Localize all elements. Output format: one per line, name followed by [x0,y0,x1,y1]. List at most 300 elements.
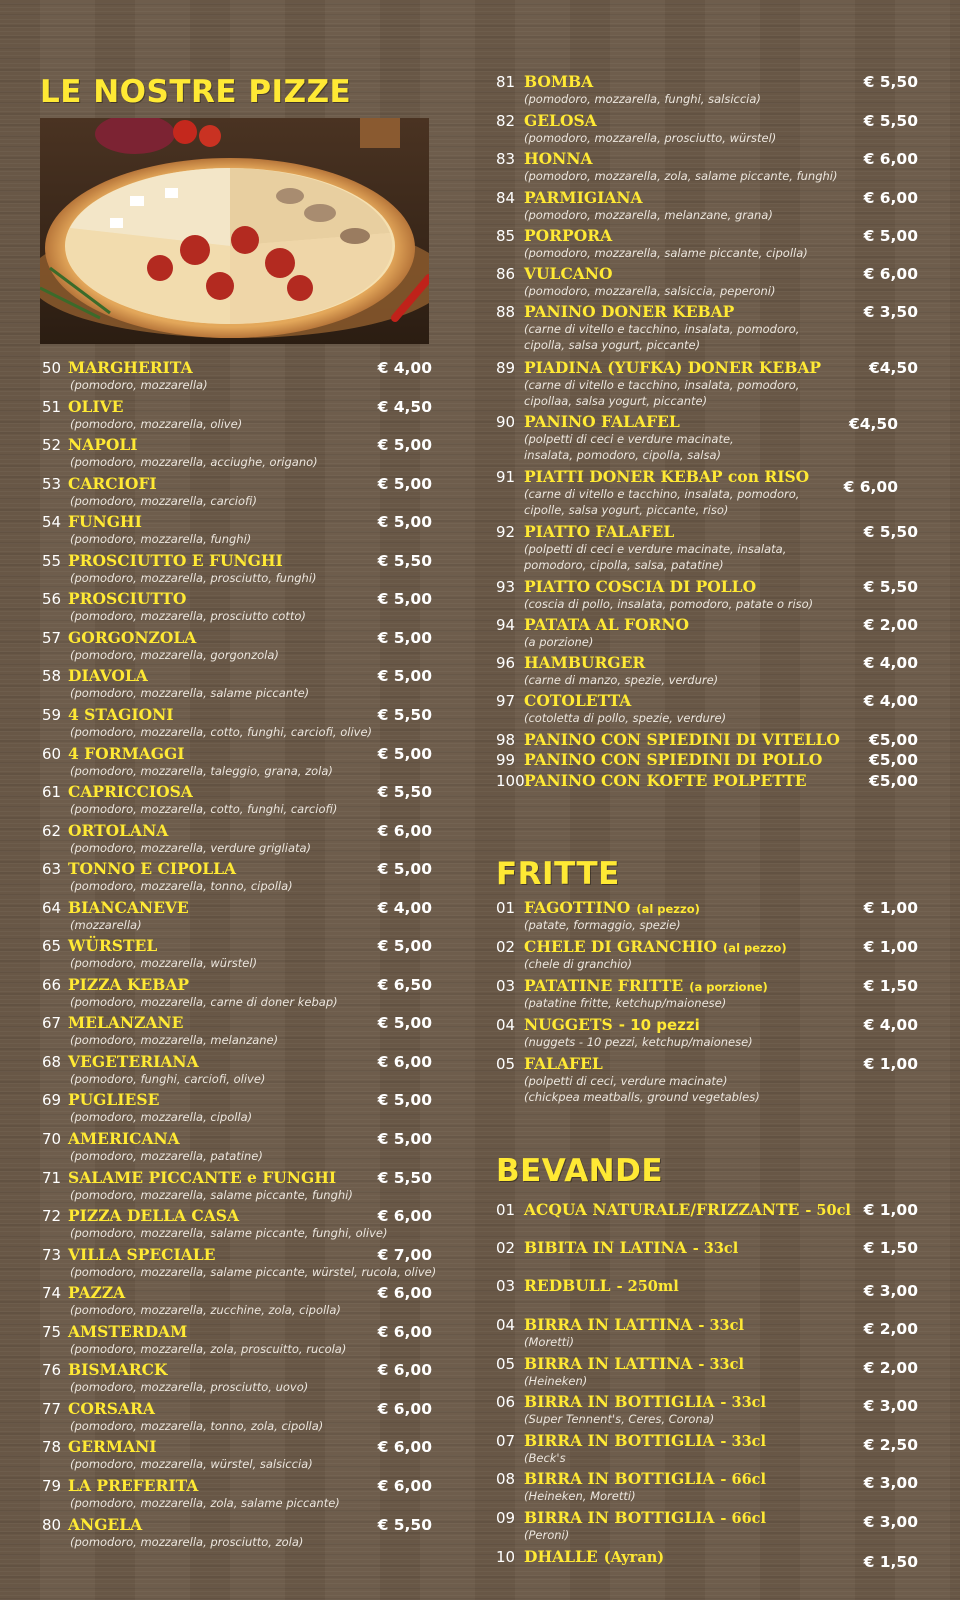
bevande-title: BEVANDE [496,1153,664,1189]
item-price: € 4,00 [863,654,918,672]
item-name [524,1015,700,1035]
item-price: € 5,50 [377,1515,432,1534]
menu-item-71-salame-piccante-e-funghi [40,1168,440,1206]
menu-item-02-bibita-in-latina [494,1238,918,1276]
item-name [68,898,189,918]
item-name [68,589,186,609]
menu-item-67-melanzane [40,1013,440,1051]
item-extra: - 50cl [805,1202,851,1219]
item-price: €4,50 [848,415,898,433]
item-extra: - 66cl [720,1471,767,1488]
item-name [524,264,612,284]
item-name-text: PIADINA (YUFKA) DONER KEBAP [524,358,822,377]
item-name-text: CHELE DI GRANCHIO [524,937,718,956]
menu-item-69-pugliese [40,1090,440,1128]
item-number: 91 [496,468,516,486]
item-number: 79 [42,1476,62,1495]
menu-item-82-gelosa [494,111,918,149]
item-name [68,397,124,417]
item-description: (patate, formaggio, spezie) [524,918,681,932]
menu-item-100-panino-con-kofte-polpette [494,771,918,809]
item-number: 55 [42,551,62,570]
item-description: (pomodoro, mozzarella, salsiccia, peperoni) [524,284,776,298]
menu-item-97-cotoletta [494,691,918,729]
item-number: 74 [42,1284,62,1303]
item-name [68,1322,187,1342]
menu-item-68-vegeteriana [40,1052,440,1090]
item-name-text: CARCIOFI [68,473,157,493]
item-name-text: COTOLETTA [524,691,632,710]
menu-item-10-dhalle [494,1547,918,1585]
item-price: € 5,50 [377,705,432,724]
item-description: (pomodoro, mozzarella, gorgonzola) [70,647,279,662]
item-price: € 5,50 [377,551,432,570]
item-name [524,771,807,791]
item-price: € 5,50 [863,578,918,596]
item-number: 05 [496,1355,516,1373]
menu-item-78-germani [40,1437,440,1475]
item-name [68,1476,198,1496]
item-name [524,1547,664,1568]
item-name-text: BIRRA IN BOTTIGLIA [524,1508,715,1527]
item-extra: (al pezzo) [636,902,700,916]
item-name [68,1437,157,1457]
item-name-text: LA PREFERITA [68,1475,199,1495]
item-description: (mozzarella) [70,917,142,932]
item-price: € 1,50 [863,1239,918,1257]
item-description: (carne di vitello e tacchino, insalata, pomodoro, [524,378,800,392]
item-name [524,149,593,169]
item-number: 93 [496,578,516,596]
item-description: (patatine fritte, ketchup/maionese) [524,996,727,1010]
item-description-line2: cipollaa, salsa yogurt, piccante) [524,394,708,408]
item-number: 01 [496,1201,516,1219]
item-name-text: PANINO CON SPIEDINI DI POLLO [524,750,823,769]
item-price: € 2,00 [863,1359,918,1377]
item-description-line2: insalata, pomodoro, cipolla, salsa) [524,448,721,462]
item-name [68,1090,159,1110]
item-description-line2: pomodoro, cipolla, salsa, patatine) [524,558,724,572]
item-name [68,1283,125,1303]
item-name-text: PUGLIESE [68,1090,160,1110]
item-description: (pomodoro, mozzarella, prosciutto, zola) [70,1534,304,1549]
menu-item-64-biancaneve [40,898,440,936]
item-name [524,1508,766,1529]
menu-item-86-vulcano [494,264,918,302]
item-price: € 5,00 [377,628,432,647]
item-number: 02 [496,938,516,956]
item-name-text: DIAVOLA [68,666,148,686]
item-description: (polpetti di ceci e verdure macinate, insalata, [524,542,787,556]
item-number: 51 [42,397,62,416]
menu-item-77-corsara [40,1399,440,1437]
menu-item-81-bomba [494,72,918,110]
item-name-text: CAPRICCIOSA [68,782,193,802]
item-extra: (al pezzo) [723,941,787,955]
item-number: 03 [496,1277,516,1295]
item-number: 06 [496,1393,516,1411]
item-price: € 6,00 [377,1052,432,1071]
menu-item-08-birra-in-bottiglia [494,1469,918,1507]
menu-item-83-honna [494,149,918,187]
item-extra: (Ayran) [603,1549,665,1566]
item-number: 61 [42,783,62,802]
item-price: € 5,00 [377,436,432,455]
item-price: € 5,00 [377,744,432,763]
item-name-text: MELANZANE [68,1013,184,1033]
item-name [524,730,840,750]
item-price: € 6,00 [377,1207,432,1226]
item-name-text: FALAFEL [524,1054,603,1073]
item-name-text: BISMARCK [68,1360,168,1380]
item-name [524,111,597,131]
item-name [68,936,157,956]
item-price: € 2,00 [863,1320,918,1338]
item-number: 100 [496,772,525,790]
item-name [68,1168,336,1188]
item-name [524,226,612,246]
item-price: € 3,00 [863,1282,918,1300]
item-description: (chele di granchio) [524,957,632,971]
item-name-text: PORPORA [524,226,613,245]
item-price: € 5,00 [377,1014,432,1033]
item-name-text: BOMBA [524,72,594,91]
item-name-text: ANGELA [68,1514,143,1534]
item-number: 63 [42,860,62,879]
item-description: (pomodoro, mozzarella) [70,378,208,392]
item-description: (Super Tennent's, Ceres, Corona) [524,1412,715,1426]
item-price: € 5,00 [863,227,918,245]
item-description: (pomodoro, mozzarella, cotto, funghi, carciofi, olive) [70,724,373,739]
item-description: (pomodoro, mozzarella, taleggio, grana, zola) [70,763,333,778]
item-number: 76 [42,1361,62,1380]
item-description: (coscia di pollo, insalata, pomodoro, patate o riso) [524,597,814,611]
item-name [68,859,236,879]
menu-item-89-piadina-yufka-doner-kebap [494,358,918,408]
item-number: 92 [496,523,516,541]
item-description: (pomodoro, mozzarella, cipolla) [70,1110,253,1125]
item-price: € 1,00 [863,1055,918,1073]
item-description: (pomodoro, mozzarella, zola, salame piccante, funghi) [524,169,838,183]
item-number: 90 [496,413,516,431]
item-name-text: PIATTO FALAFEL [524,522,675,541]
menu-item-93-piatto-coscia-di-pollo [494,577,918,615]
menu-item-59-4-stagioni [40,705,440,743]
item-price: € 4,00 [377,359,432,377]
item-name-text: SALAME PICCANTE e FUNGHI [68,1167,337,1187]
item-name-text: AMERICANA [68,1129,180,1148]
item-price: € 5,50 [377,783,432,802]
menu-item-50-margherita [40,358,440,396]
item-number: 07 [496,1432,516,1450]
item-name-text: HONNA [524,149,593,168]
item-name-text: PATATA AL FORNO [524,615,690,634]
item-description: (nuggets - 10 pezzi, ketchup/maionese) [524,1035,753,1049]
item-name [68,744,184,764]
menu-item-05-birra-in-lattina [494,1354,918,1392]
pizza-illustration [40,118,429,344]
item-number: 56 [42,590,62,609]
item-name-text: TONNO E CIPOLLA [68,859,237,879]
item-price: € 6,00 [863,189,918,207]
menu-item-60-4-formaggi [40,744,440,782]
item-number: 01 [496,899,516,917]
item-name [524,615,689,635]
item-price: € 5,00 [377,1130,432,1148]
item-name-text: PAZZA [68,1283,126,1303]
item-number: 73 [42,1245,62,1264]
menu-item-03-patatine-fritte [494,976,918,1014]
item-name [68,628,196,648]
item-name [524,412,680,432]
item-number: 88 [496,303,516,321]
item-name-text: PIZZA DELLA CASA [68,1206,240,1226]
item-name-text: FUNGHI [68,512,142,532]
menu-item-61-capricciosa [40,782,440,820]
item-extra: - 33cl [720,1433,767,1450]
item-price: € 4,00 [377,898,432,917]
item-price: €5,00 [868,731,918,749]
item-number: 77 [42,1399,62,1418]
menu-item-53-carciofi [40,474,440,512]
menu-item-52-napoli [40,435,440,473]
item-name-text: PANINO DONER KEBAP [524,302,735,321]
item-name [68,1245,216,1265]
item-price: € 3,00 [863,1513,918,1531]
item-number: 98 [496,731,516,749]
item-price: € 5,50 [863,73,918,91]
item-price: € 6,00 [843,478,898,496]
item-name [68,474,157,494]
item-name-text: PROSCIUTTO [68,589,187,609]
item-price: € 6,00 [377,821,432,840]
item-name-text: VULCANO [524,264,613,283]
item-description: (pomodoro, mozzarella, zola, salame piccante) [70,1495,340,1510]
item-name-text: BIRRA IN LATTINA [524,1315,693,1334]
item-number: 80 [42,1515,62,1534]
item-name [524,1315,744,1336]
item-number: 09 [496,1509,516,1527]
menu-item-01-acqua-naturale-frizzante [494,1200,918,1238]
item-number: 65 [42,937,62,956]
item-name [68,435,138,455]
item-name-text: VEGETERIANA [68,1051,199,1071]
item-price: € 1,00 [863,938,918,956]
menu-item-74-pazza [40,1283,440,1321]
item-description: (pomodoro, mozzarella, salame piccante, funghi, olive) [70,1226,388,1241]
item-name-text: REDBULL [524,1276,611,1295]
item-name-text: HAMBURGER [524,653,646,672]
menu-item-04-nuggets [494,1015,918,1053]
item-price: € 6,00 [377,1284,432,1303]
item-name-text: BIRRA IN BOTTIGLIA [524,1392,715,1411]
pizze-title: LE NOSTRE PIZZE [40,74,352,110]
item-name [68,1052,199,1072]
item-description: (pomodoro, mozzarella, salame piccante, würstel, rucola, olive) [70,1264,437,1279]
item-price: € 5,00 [377,474,432,493]
item-name-text: ACQUA NATURALE/FRIZZANTE [524,1200,800,1219]
item-description: (carne di vitello e tacchino, insalata, pomodoro, [524,487,800,501]
pizza-photo [40,118,429,344]
item-price: € 5,00 [377,937,432,956]
item-number: 05 [496,1055,516,1073]
menu-item-57-gorgonzola [40,628,440,666]
item-description: (Moretti) [524,1335,574,1349]
item-price: € 5,00 [377,860,432,879]
item-description: (polpetti di ceci, verdure macinate) [524,1074,728,1088]
item-name [524,1431,766,1452]
item-number: 59 [42,705,62,724]
item-number: 84 [496,189,516,207]
item-name [68,1515,142,1535]
item-price: € 4,50 [377,397,432,416]
item-name [68,1013,183,1033]
menu-item-96-hamburger [494,653,918,691]
item-description: (polpetti di ceci e verdure macinate, [524,432,734,446]
menu-item-07-birra-in-bottiglia [494,1431,918,1469]
item-description: (pomodoro, mozzarella, cotto, funghi, carciofi) [70,802,338,817]
item-description: (pomodoro, mozzarella, prosciutto, funghi) [70,570,317,585]
item-number: 60 [42,744,62,763]
item-name [524,898,700,919]
item-name-text: GELOSA [524,111,597,130]
menu-item-65-w-rstel [40,936,440,974]
menu-item-66-pizza-kebap [40,975,440,1013]
item-description: (carne di vitello e tacchino, insalata, pomodoro, [524,322,800,336]
item-description: (pomodoro, mozzarella, prosciutto, würstel) [524,131,777,145]
item-price: € 2,50 [863,1436,918,1454]
item-name-text: NUGGETS [524,1015,613,1034]
item-name [524,577,756,597]
menu-item-91-piatti-doner-kebap-con-riso [494,467,918,517]
menu-item-63-tonno-e-cipolla [40,859,440,897]
fritte-title: FRITTE [496,856,620,892]
item-name [524,522,674,542]
item-price: € 6,00 [377,1438,432,1457]
item-description-line2: (chickpea meatballs, ground vegetables) [524,1090,760,1104]
item-name [524,691,631,711]
item-description: (pomodoro, funghi, carciofi, olive) [70,1071,266,1086]
item-number: 04 [496,1316,516,1334]
item-description: (pomodoro, mozzarella, würstel) [70,956,258,971]
item-name-text: NAPOLI [68,435,138,455]
item-description: (pomodoro, mozzarella, salame piccante) [70,686,310,701]
item-name [524,1238,738,1259]
item-number: 96 [496,654,516,672]
item-name-text: BIRRA IN LATTINA [524,1354,693,1373]
menu-item-01-fagottino [494,898,918,936]
menu-item-85-porpora [494,226,918,264]
item-number: 50 [42,359,62,377]
item-number: 68 [42,1052,62,1071]
item-name-text: PATATINE FRITTE [524,976,684,995]
item-description: (a porzione) [524,635,594,649]
item-price: €4,50 [868,359,918,377]
menu-item-75-amsterdam [40,1322,440,1360]
item-number: 03 [496,977,516,995]
item-description: (Beck's [524,1451,566,1465]
item-number: 10 [496,1548,516,1566]
item-price: €5,00 [868,751,918,769]
item-name [524,358,821,378]
item-name-text: PIATTO COSCIA DI POLLO [524,577,757,596]
item-extra: - 66cl [720,1510,767,1527]
item-price: € 2,00 [863,616,918,634]
item-name [524,467,809,487]
item-number: 72 [42,1207,62,1226]
item-number: 70 [42,1130,62,1148]
item-extra: - 10 pezzi [618,1016,700,1034]
menu-item-58-diavola [40,666,440,704]
item-extra: - 250ml [616,1278,679,1295]
item-name-text: BIBITA IN LATINA [524,1238,687,1257]
menu-item-76-bismarck [40,1360,440,1398]
item-price: € 6,00 [863,150,918,168]
item-name-text: BIRRA IN BOTTIGLIA [524,1431,715,1450]
item-description: (pomodoro, mozzarella, zola, proscuitto, rucola) [70,1341,347,1356]
item-number: 02 [496,1239,516,1257]
item-name-text: PROSCIUTTO E FUNGHI [68,550,283,570]
item-number: 52 [42,436,62,455]
item-name-text: BIRRA IN BOTTIGLIA [524,1469,715,1488]
item-number: 94 [496,616,516,634]
menu-item-06-birra-in-bottiglia [494,1392,918,1430]
item-number: 08 [496,1470,516,1488]
menu-item-73-villa-speciale [40,1245,440,1283]
item-price: € 3,00 [863,1397,918,1415]
item-price: € 6,50 [377,975,432,994]
item-description: (Peroni) [524,1528,570,1542]
item-price: € 6,00 [377,1399,432,1418]
item-description: (pomodoro, mozzarella, melanzane, grana) [524,208,773,222]
item-number: 67 [42,1014,62,1033]
item-name-text: FAGOTTINO [524,898,631,917]
item-name-text: AMSTERDAM [68,1321,188,1341]
item-number: 99 [496,751,516,769]
item-price: € 1,50 [863,977,918,995]
item-description-line2: cipolla, salsa yogurt, piccante) [524,338,701,352]
item-price: € 5,00 [377,1091,432,1110]
menu-item-09-birra-in-bottiglia [494,1508,918,1546]
menu-item-51-olive [40,397,440,435]
item-price: € 7,00 [377,1245,432,1264]
item-name-text: PANINO FALAFEL [524,412,680,431]
item-price: € 4,00 [863,1016,918,1034]
item-name [68,705,174,725]
item-description: (carne di manzo, spezie, verdure) [524,673,719,687]
item-price: € 5,50 [863,523,918,541]
item-price: € 6,00 [377,1476,432,1495]
item-name [524,1200,851,1221]
item-price: € 5,00 [377,513,432,532]
item-name-text: 4 STAGIONI [68,704,174,724]
item-name [68,512,142,532]
item-extra: - 33cl [698,1356,744,1373]
item-description: (pomodoro, mozzarella, tonno, zola, cipolla) [70,1418,324,1433]
item-price: € 4,00 [863,692,918,710]
menu-item-90-panino-falafel [494,412,918,462]
item-name [68,358,193,378]
item-price: € 3,00 [863,1474,918,1492]
item-name [524,653,645,673]
item-number: 82 [496,112,516,130]
item-name-text: BIANCANEVE [68,897,189,917]
item-name-text: MARGHERITA [68,358,193,377]
item-name-text: PIATTI DONER KEBAP con RISO [524,467,810,486]
item-name [524,1054,603,1074]
item-number: 58 [42,667,62,686]
item-number: 57 [42,628,62,647]
